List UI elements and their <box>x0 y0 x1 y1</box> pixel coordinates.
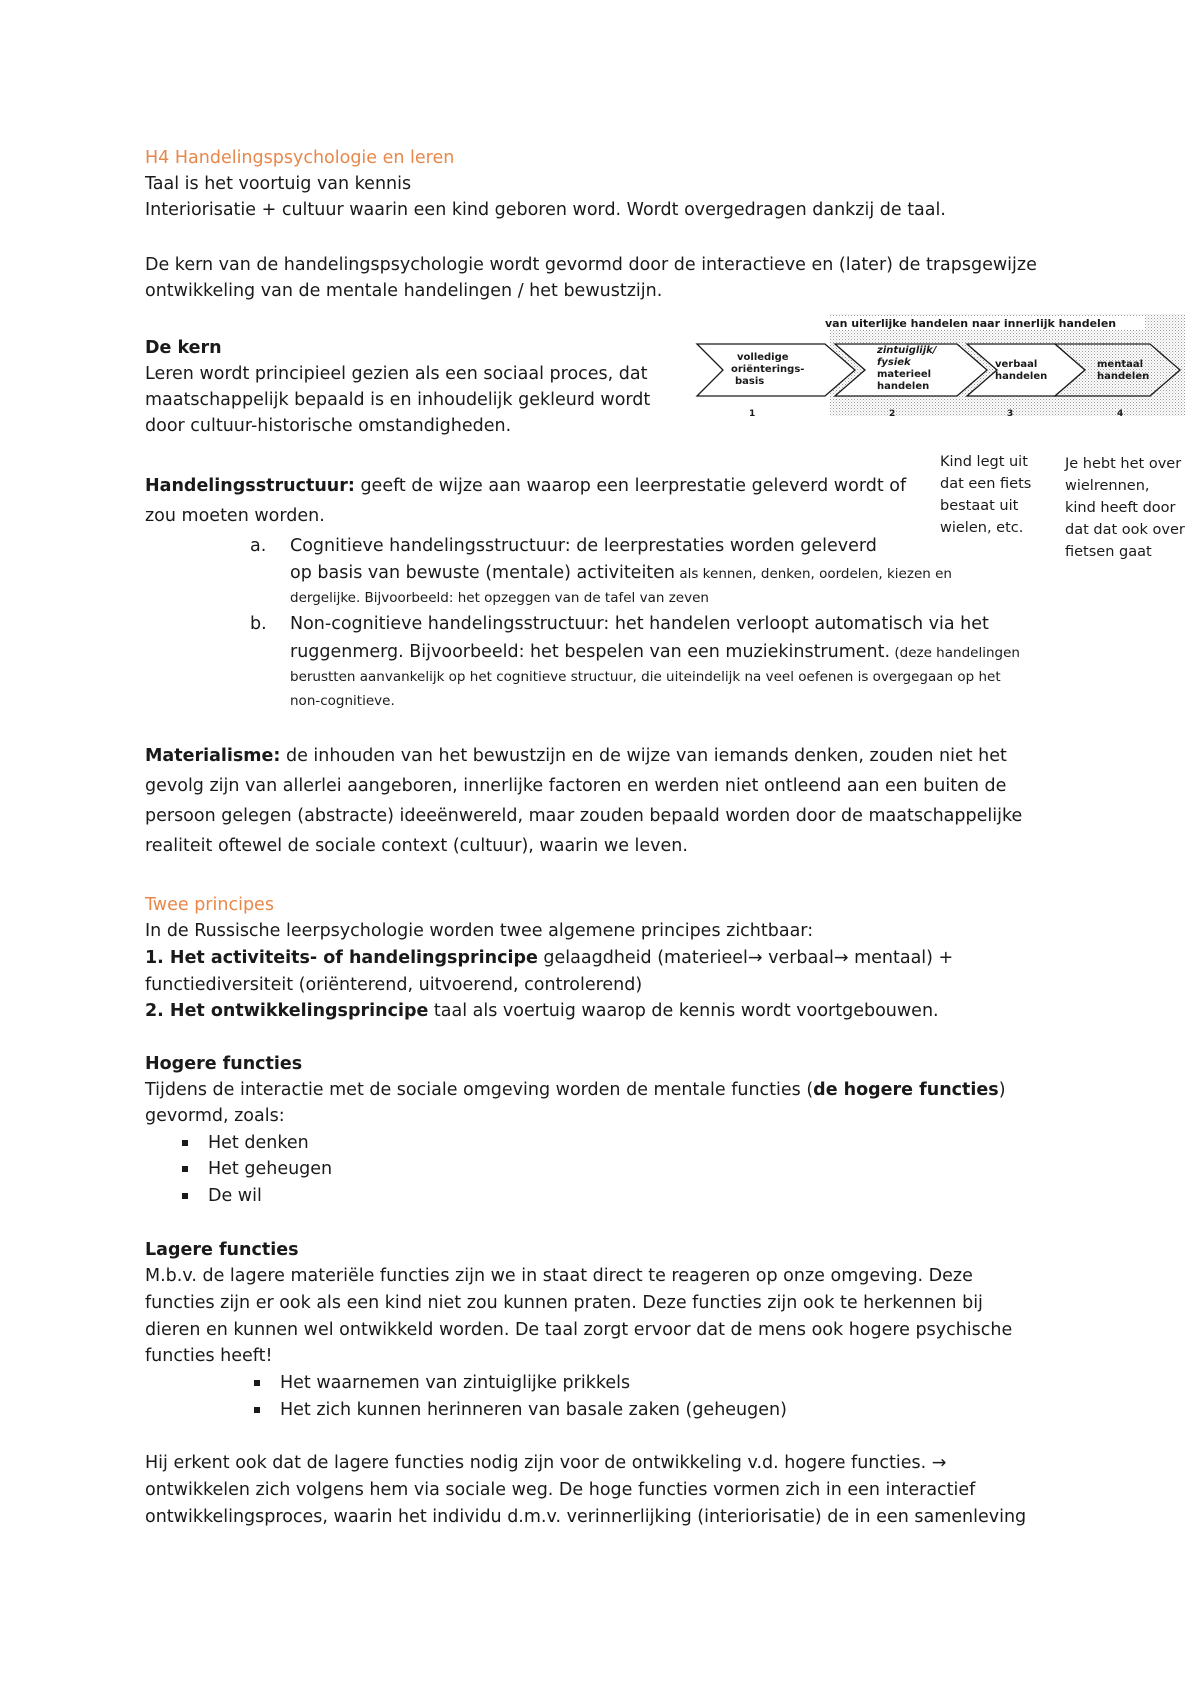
handelingsstructuur-line-2: zou moeten worden. <box>145 506 325 526</box>
materialisme-line-4: realiteit oftewel de sociale context (cultuur), waarin we leven. <box>145 836 688 856</box>
principle-1-title: 1. Het activiteits- of handelingsprincipe <box>145 948 538 968</box>
slot-line-1: Hij erkent ook dat de lagere functies nodig zijn voor de ontwikkeling v.d. hogere functies. → <box>145 1453 947 1473</box>
handelingsstructuur-text: geeft de wijze aan waarop een leerprestatie geleverd wordt of <box>354 476 907 496</box>
bullet-square-icon <box>254 1407 260 1413</box>
note-right-line: kind heeft door <box>1065 500 1176 516</box>
step2-line4: handelen <box>877 381 930 392</box>
lagere-heading: Lagere functies <box>145 1240 299 1260</box>
diagram-title: van uiterlijke handelen naar innerlijk handelen <box>825 317 1117 330</box>
item-a-line-2 <box>290 561 952 586</box>
hogere-text-c: ) <box>998 1080 1006 1100</box>
handelingsstructuur-line-1 <box>145 474 906 498</box>
lagere-line-4: functies heeft! <box>145 1346 273 1366</box>
handelingsstructuur-label: Handelingsstructuur: <box>145 476 355 496</box>
materialisme-line-3: persoon gelegen (abstracte) ideeënwereld, maar zouden bepaald worden door de maatschappelijke <box>145 806 1023 826</box>
principle-1-text: gelaagdheid (materieel→ verbaal→ mentaal) + <box>537 948 954 968</box>
intro-line-2: Interiorisatie + cultuur waarin een kind geboren word. Wordt overgedragen dankzij de taal. <box>145 200 946 220</box>
note-left-line: wielen, etc. <box>940 520 1024 536</box>
dekern-heading: De kern <box>145 338 222 358</box>
lagere-line-3: dieren en kunnen wel ontwikkeld worden. De taal zorgt ervoor dat de mens ook hogere psychische <box>145 1320 1013 1340</box>
principle-2-title: 2. Het ontwikkelingsprincipe <box>145 1001 429 1021</box>
item-b-small: (deze handelingen <box>890 645 1020 661</box>
materialisme-line-1 <box>145 744 1007 768</box>
note-left-line: Kind legt uit <box>940 454 1028 470</box>
list-item-text: Het waarnemen van zintuiglijke prikkels <box>280 1373 631 1393</box>
step2-number: 2 <box>889 409 896 419</box>
step4-number: 4 <box>1117 409 1124 419</box>
hogere-line-1 <box>145 1078 1006 1102</box>
list-item-text: Het denken <box>208 1133 309 1153</box>
note-right <box>1065 453 1185 563</box>
step1-line2: oriënterings- <box>731 364 805 375</box>
step1-line1: volledige <box>737 352 789 363</box>
step1-line3: basis <box>735 376 765 387</box>
item-b-line-2 <box>290 640 1020 665</box>
hogere-heading: Hogere functies <box>145 1054 303 1074</box>
list-item <box>182 1157 332 1181</box>
materialisme-text: de inhouden van het bewustzijn en de wijze van iemands denken, zouden niet het <box>280 746 1007 766</box>
bullet-square-icon <box>182 1140 188 1146</box>
core-line-1: De kern van de handelingspsychologie wordt gevormd door de interactieve en (later) de trapsgewijze <box>145 255 1037 275</box>
step3-line2: handelen <box>995 371 1048 382</box>
item-a-text: op basis van bewuste (mentale) activiteiten <box>290 563 676 583</box>
bullet-square-icon <box>182 1166 188 1172</box>
step3-line1: verbaal <box>995 359 1038 370</box>
step4-line1: mentaal <box>1097 359 1144 370</box>
note-right-line: wielrennen, <box>1065 478 1150 494</box>
lagere-line-1: M.b.v. de lagere materiële functies zijn we in staat direct te reageren op onze omgeving. Deze <box>145 1266 973 1286</box>
dekern-line-2: maatschappelijk bepaald is en inhoudelijk gekleurd wordt <box>145 390 651 410</box>
principle-1-line-2: functiediversiteit (oriënterend, uitvoerend, controlerend) <box>145 975 643 995</box>
principle-2 <box>145 999 939 1023</box>
note-right-line: fietsen gaat <box>1065 544 1152 560</box>
item-b-line-3: berustten aanvankelijk op het cognitieve structuur, die uiteindelijk na veel oefenen is overgegaan op het <box>290 669 1001 685</box>
twee-line-1: In de Russische leerpsychologie worden twee algemene principes zichtbaar: <box>145 921 814 941</box>
item-a-line-1: Cognitieve handelingsstructuur: de leerprestaties worden geleverd <box>290 536 877 556</box>
list-marker-b: b. <box>250 614 267 634</box>
note-left-line: dat een fiets <box>940 476 1032 492</box>
list-item-text: Het geheugen <box>208 1159 333 1179</box>
item-b-line-1: Non-cognitieve handelingsstructuur: het handelen verloopt automatisch via het <box>290 614 989 634</box>
bullet-square-icon <box>254 1380 260 1386</box>
note-right-line: dat dat ook over <box>1065 522 1185 538</box>
dekern-line-1: Leren wordt principieel gezien als een sociaal proces, dat <box>145 364 648 384</box>
list-item-text: De wil <box>208 1186 262 1206</box>
list-item <box>254 1398 787 1422</box>
item-a-small: als kennen, denken, oordelen, kiezen en <box>675 566 952 582</box>
list-marker-a: a. <box>250 536 267 556</box>
note-left <box>940 451 1031 539</box>
hogere-line-2: gevormd, zoals: <box>145 1106 285 1126</box>
chapter-heading: H4 Handelingspsychologie en leren <box>145 148 455 168</box>
hogere-text-bold: de hogere functies <box>813 1080 999 1100</box>
list-item <box>182 1131 309 1155</box>
slot-line-3: ontwikkelingsproces, waarin het individu d.m.v. verinnerlijking (interiorisatie) de in een samenleving <box>145 1507 1027 1527</box>
list-item-text: Het zich kunnen herinneren van basale zaken (geheugen) <box>280 1400 787 1420</box>
step1-number: 1 <box>749 409 756 419</box>
principle-2-text: taal als voertuig waarop de kennis wordt voortgebouwen. <box>428 1001 939 1021</box>
item-b-text: ruggenmerg. Bijvoorbeeld: het bespelen van een muziekinstrument. <box>290 642 891 662</box>
dekern-line-3: door cultuur-historische omstandigheden. <box>145 416 512 436</box>
intro-line-1: Taal is het voortuig van kennis <box>145 174 412 194</box>
principle-1 <box>145 946 953 970</box>
step2-line1: zintuiglijk/ <box>877 345 937 356</box>
list-item <box>254 1371 630 1395</box>
step3-number: 3 <box>1007 409 1014 419</box>
slot-line-2: ontwikkelen zich volgens hem via sociale weg. De hoge functies vormen zich in een interactief <box>145 1480 976 1500</box>
core-line-2: ontwikkeling van de mentale handelingen / het bewustzijn. <box>145 281 663 301</box>
materialisme-label: Materialisme: <box>145 746 281 766</box>
step2-line2: fysiek <box>877 357 911 368</box>
step2-line3: materieel <box>877 369 932 380</box>
item-b-line-4: non-cognitieve. <box>290 693 395 709</box>
bullet-square-icon <box>182 1193 188 1199</box>
note-left-line: bestaat uit <box>940 498 1019 514</box>
step4-line2: handelen <box>1097 371 1150 382</box>
hogere-text-a: Tijdens de interactie met de sociale omgeving worden de mentale functies ( <box>145 1080 814 1100</box>
item-a-line-3: dergelijke. Bijvoorbeeld: het opzeggen van de tafel van zeven <box>290 590 709 606</box>
list-item <box>182 1184 262 1208</box>
stage-diagram <box>695 312 1185 424</box>
materialisme-line-2: gevolg zijn van allerlei aangeboren, innerlijke factoren en werden niet ontleend aan een buiten de <box>145 776 1007 796</box>
twee-principes-heading: Twee principes <box>145 895 274 915</box>
note-right-line: Je hebt het over <box>1065 456 1182 472</box>
lagere-line-2: functies zijn er ook als een kind niet zou kunnen praten. Deze functies zijn ook te herkennen bij <box>145 1293 983 1313</box>
